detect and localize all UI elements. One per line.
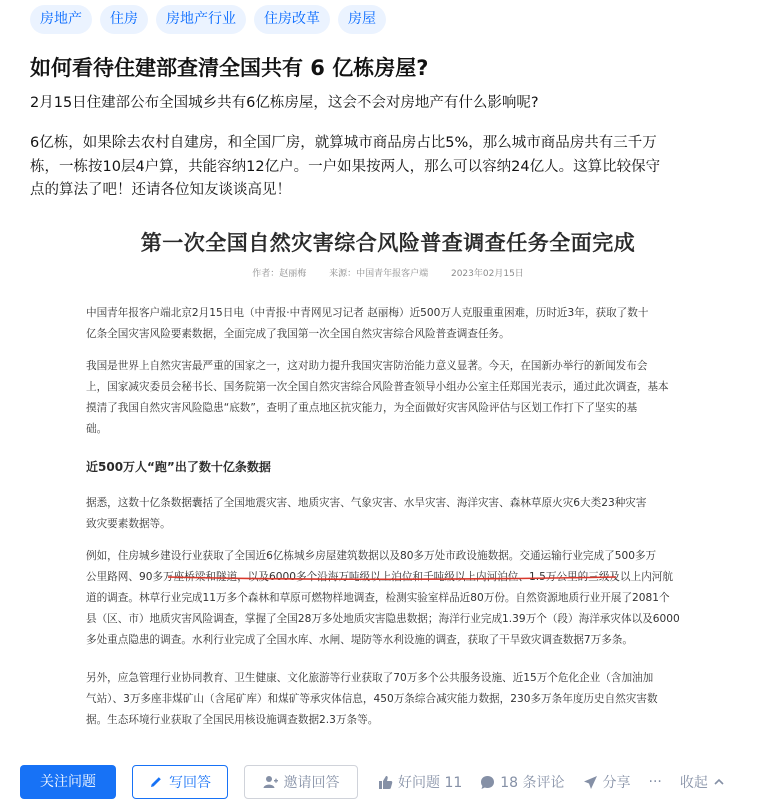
article-line: 另外，应急管理行业协同教育、卫生健康、文化旅游等行业获取了70万多个公共服务设施、近15万个危化企业（含加油加 (86, 672, 654, 684)
article-paragraph-2 (86, 356, 696, 440)
article-line-tail: 交通运输行业完成了500多万 (519, 550, 657, 562)
article-line: 据。生态环境行业获取了全国民用核设施调查数据2.3万条等。 (86, 714, 379, 726)
article-meta (78, 266, 698, 279)
good-question-button[interactable] (378, 772, 462, 792)
article-source: 来源：中国青年报客户端 (329, 269, 429, 279)
pencil-icon (149, 775, 163, 789)
share-icon (583, 775, 598, 790)
article-line: 公里路网、90多万座桥梁和隧道，以及6000多个沿海万吨级以上泊位和千吨级以上内河泊位、1.5万公里的三级及以上内河航 (86, 571, 673, 583)
invite-answer-button[interactable] (244, 765, 358, 799)
article-line: 上，国家减灾委员会秘书长、国务院第一次全国自然灾害综合风险普查领导小组办公室主任郑国光表示，通过此次调查，基本 (86, 381, 669, 393)
follow-question-button[interactable]: 关注问题 (20, 765, 116, 799)
topic-tags (30, 5, 386, 34)
article-line: 气站）、3万多座非煤矿山（含尾矿库）和煤矿等承灾体信息，450万条综合减灾能力数据，230多万条年度历史自然灾害数 (86, 693, 658, 705)
thumbs-up-icon (378, 775, 393, 790)
question-action-bar (20, 764, 740, 800)
article-line (86, 546, 696, 567)
chevron-up-icon (713, 776, 725, 788)
article-image[interactable] (78, 215, 698, 735)
article-line: 据悉，这数十亿条数据囊括了全国地震灾害、地质灾害、气象灾害、水旱灾害、海洋灾害、森林草原火灾6大类23种灾害 (86, 497, 647, 509)
topic-tag[interactable]: 房地产行业 (156, 5, 246, 34)
article-line: 亿条全国灾害风险要素数据，全面完成了我国第一次全国自然灾害综合风险普查调查任务。 (86, 328, 510, 340)
topic-tag[interactable]: 住房 (100, 5, 148, 34)
article-line: 中国青年报客户端北京2月15日电（中青报·中青网见习记者 赵丽梅）近500万人克服重重困难，历时近3年，获取了数十 (86, 307, 649, 319)
question-subtitle: 2月15日住建部公布全国城乡共有6亿栋房屋，这会不会对房地产有什么影响呢? (30, 95, 539, 111)
red-underline-annotation (166, 575, 618, 581)
invite-answer-label: 邀请回答 (283, 775, 340, 791)
write-answer-button[interactable] (132, 765, 228, 799)
article-paragraph-1 (86, 303, 696, 345)
article-date: 2023年02月15日 (450, 269, 524, 279)
question-body: 6亿栋，如果除去农村自建房，和全国厂房，就算城市商品房占比5%，那么城市商品房共有三千万栋，一栋按10层4户算，共能容纳12亿户。一户如果按两人，那么可以容纳24亿人。这算比较保守点的算法了吧！还请各位知友谈谈高见！ (30, 135, 661, 198)
collapse-button[interactable] (680, 772, 725, 792)
article-paragraph-4 (86, 546, 696, 651)
article-line: 致灾要素数据等。 (86, 518, 171, 530)
article-title: 第一次全国自然灾害综合风险普查调查任务全面完成 (140, 231, 636, 255)
comments-label: 18 条评论 (500, 775, 565, 791)
share-button[interactable] (583, 772, 631, 792)
share-label: 分享 (602, 775, 631, 791)
topic-tag[interactable]: 房屋 (338, 5, 386, 34)
comments-button[interactable] (480, 772, 564, 792)
article-line: 多处重点隐患的调查。水利行业完成了全国水库、水闸、堤防等水利设施的调查，获取了干旱致灾调查数据7万多条。 (86, 634, 634, 646)
good-question-label: 好问题 11 (398, 775, 463, 791)
article-line: 摸清了我国自然灾害风险隐患“底数”，查明了重点地区抗灾能力，为全面做好灾害风险评估与区划工作打下了坚实的基 (86, 402, 638, 414)
article-author: 作者：赵丽梅 (252, 269, 307, 279)
article-paragraph-5 (86, 668, 696, 731)
article-line: 础。 (86, 423, 108, 435)
highlighted-sentence: 例如，住房城乡建设行业获取了全国近6亿栋城乡房屋建筑数据以及80多万处市政设施数据。 (86, 550, 520, 562)
add-user-icon (263, 775, 278, 789)
more-button[interactable]: ··· (648, 774, 662, 790)
collapse-label: 收起 (679, 775, 708, 791)
article-heading: 近500万人“跑”出了数十亿条数据 (86, 460, 271, 474)
topic-tag[interactable]: 房地产 (30, 5, 92, 34)
article-paragraph-3 (86, 493, 696, 535)
article-line: 道的调查。林草行业完成11万多个森林和草原可燃物样地调查，检测实验室样品近80万份。自然资源地质行业开展了2081个 (86, 592, 670, 604)
article-line: 县（区、市）地质灾害风险调查，掌握了全国28万多处地质灾害隐患数据；海洋行业完成1.39万个（段）海洋承灾体以及6000 (86, 613, 680, 625)
topic-tag[interactable]: 住房改革 (254, 5, 330, 34)
article-line: 我国是世界上自然灾害最严重的国家之一，这对助力提升我国灾害防治能力意义显著。今天，在国新办举行的新闻发布会 (86, 360, 648, 372)
comment-icon (480, 775, 495, 790)
write-answer-label: 写回答 (169, 775, 211, 791)
question-title: 如何看待住建部查清全国共有 6 亿栋房屋? (30, 56, 429, 80)
